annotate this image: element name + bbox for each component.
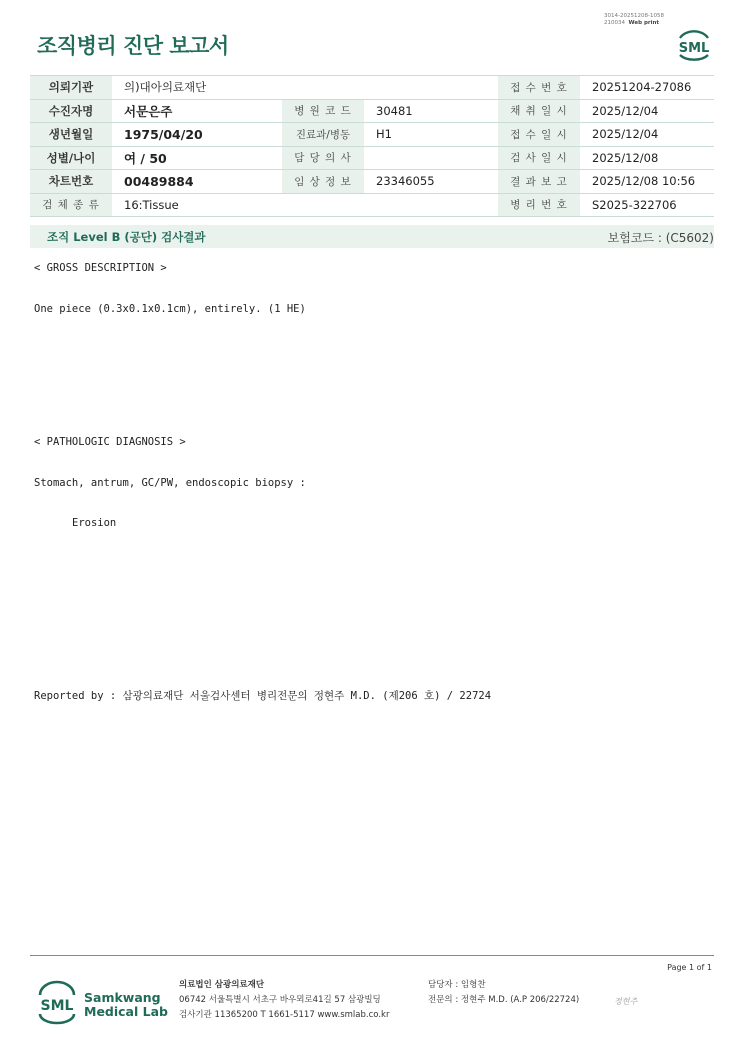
diagnosis-text: Erosion (72, 517, 117, 529)
doctor-value (364, 146, 498, 170)
manager-name: 임형찬 (460, 980, 486, 990)
result-date-value: 2025/12/08 10:56 (580, 170, 714, 194)
table-row (30, 123, 714, 147)
page-number: Page 1 of 1 (667, 963, 712, 972)
gross-heading: < GROSS DESCRIPTION > (34, 262, 167, 274)
org-name: 의료법인 삼광의료재단 (179, 980, 265, 990)
signature: 정현주 (614, 997, 638, 1006)
sex-age-value: 여 / 50 (112, 146, 282, 170)
sml-footer-logo-icon (36, 980, 78, 1026)
table-row (30, 76, 714, 100)
logo-text: SML (678, 41, 710, 56)
print-mode: Web print (628, 20, 660, 26)
receipt-date-value: 2025/12/04 (580, 123, 714, 147)
brand-name-line1: Samkwang (84, 990, 161, 1005)
table-row (30, 170, 714, 194)
collect-date-value: 2025/12/04 (580, 99, 714, 123)
manager-label: 담당자 : (428, 980, 459, 990)
print-id-line1: 3014-20251208-1058 (604, 13, 664, 19)
gross-text: One piece (0.3x0.1x0.1cm), entirely. (1 HE) (34, 303, 306, 315)
receipt-date-label: 접 수 일 시 (498, 123, 580, 147)
brand-name-line2: Medical Lab (84, 1004, 168, 1019)
doctor-label: 담 당 의 사 (282, 146, 364, 170)
dept-label: 진료과/병동 (282, 123, 364, 147)
clinical-label: 임 상 정 보 (282, 170, 364, 194)
birth-value: 1975/04/20 (112, 123, 282, 147)
requester-value: 의)대아의료재단 (112, 76, 498, 100)
footer-divider (30, 955, 714, 956)
page-title: 조직병리 진단 보고서 (37, 34, 229, 58)
receipt-no-label: 접 수 번 호 (498, 76, 580, 100)
print-id (604, 13, 664, 27)
footer-logo-text: SML (40, 998, 74, 1014)
requester-label: 의뢰기관 (30, 76, 112, 100)
table-row (30, 193, 714, 217)
dept-value: H1 (364, 123, 498, 147)
org-info (179, 978, 389, 1023)
insurance-code: 보험코드 : (C5602) (607, 231, 714, 245)
result-section-title: 조직 Level B (공단) 검사결과 (47, 230, 206, 244)
test-date-label: 검 사 일 시 (498, 146, 580, 170)
print-id-line2: 210034 (604, 20, 625, 26)
diagnosis-site: Stomach, antrum, GC/PW, endoscopic biopsy : (34, 477, 306, 489)
specimen-value: 16:Tissue (112, 193, 498, 217)
table-row (30, 99, 714, 123)
sml-logo-icon (675, 27, 713, 63)
specialist-label: 전문의 : (428, 995, 459, 1005)
table-row (30, 146, 714, 170)
receipt-no-value: 20251204-27086 (580, 76, 714, 100)
sex-age-label: 성별/나이 (30, 146, 112, 170)
pathology-no-label: 병 리 번 호 (498, 193, 580, 217)
pathology-no-value: S2025-322706 (580, 193, 714, 217)
hospital-code-label: 병 원 코 드 (282, 99, 364, 123)
diagnosis-heading: < PATHOLOGIC DIAGNOSIS > (34, 436, 186, 448)
org-contact: 검사기관 11365200 T 1661-5117 www.smlab.co.kr (179, 1010, 390, 1020)
test-date-value: 2025/12/08 (580, 146, 714, 170)
hospital-code-value: 30481 (364, 99, 498, 123)
collect-date-label: 채 취 일 시 (498, 99, 580, 123)
specialist-name: 정현주 M.D. (A.P 206/22724) (460, 995, 580, 1005)
clinical-value: 23346055 (364, 170, 498, 194)
staff-info (428, 978, 579, 1008)
chart-label: 차트번호 (30, 170, 112, 194)
specimen-label: 검 체 종 류 (30, 193, 112, 217)
patient-value: 서문은주 (112, 99, 282, 123)
patient-label: 수진자명 (30, 99, 112, 123)
chart-value: 00489884 (112, 170, 282, 194)
org-address: 06742 서울특별시 서초구 바우뫼로41길 57 삼광빌딩 (179, 995, 381, 1005)
reported-by: Reported by : 삼광의료재단 서울검사센터 병리전문의 정현주 M.D. (제206 호) / 22724 (34, 690, 492, 702)
result-date-label: 결 과 보 고 (498, 170, 580, 194)
patient-info-table (30, 75, 714, 217)
birth-label: 생년월일 (30, 123, 112, 147)
